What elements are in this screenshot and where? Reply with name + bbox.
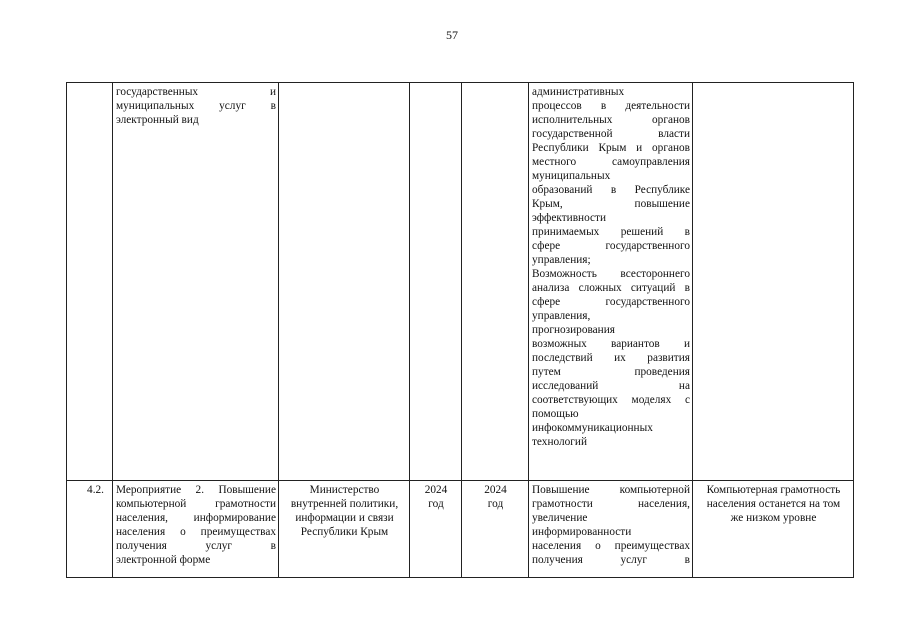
result-line: административных [532, 86, 625, 98]
event-line: электронной форме [116, 554, 211, 566]
result-line: помощью [532, 408, 579, 420]
event-line: населения, информирование [116, 512, 276, 524]
page-number: 57 [446, 28, 458, 42]
start-year: 2024 [424, 484, 448, 496]
result-line: грамотности населения, [532, 498, 690, 510]
result-line: процессов в деятельности [532, 100, 690, 112]
executor-line: Республики Крым [300, 526, 389, 538]
expected-result-cell [529, 83, 693, 481]
executor-line: внутренней политики, [290, 498, 399, 510]
result-line: получения услуг в [532, 554, 690, 566]
event-line: получения услуг в [116, 540, 276, 552]
event-line: Мероприятие 2. Повышение [116, 484, 276, 496]
consequence-cell [693, 481, 854, 578]
result-line: Возможность всестороннего [532, 268, 690, 280]
table-row [67, 83, 854, 481]
start-year-cell [410, 83, 462, 481]
result-line: исполнительных органов [532, 114, 690, 126]
executor-line: Министерство [309, 484, 380, 496]
event-line: муниципальных услуг в [116, 100, 276, 112]
result-line: муниципальных [532, 170, 611, 182]
result-line: государственной власти [532, 128, 690, 140]
result-line: сфере государственного [532, 240, 690, 252]
executor-cell [279, 83, 410, 481]
consequence-line: же низком уровне [730, 512, 817, 524]
result-line: возможных вариантов и [532, 338, 690, 350]
result-line: принимаемых решений в [532, 226, 690, 238]
result-line: Республики Крым и органов [532, 142, 690, 154]
result-line: населения о преимуществах [532, 540, 690, 552]
consequence-line: населения останется на том [706, 498, 841, 510]
result-line: местного самоуправления [532, 156, 690, 168]
result-line: путем проведения [532, 366, 690, 378]
event-cell [113, 83, 279, 481]
executor-cell [279, 481, 410, 578]
event-line: электронный вид [116, 114, 199, 126]
expected-result-cell [529, 481, 693, 578]
end-year-unit: год [487, 498, 504, 510]
row-number-cell: 4.2. [67, 481, 113, 578]
table-row [67, 481, 854, 578]
event-line: компьютерной грамотности [116, 498, 276, 510]
result-line: прогнозирования [532, 324, 615, 336]
result-line: информированности [532, 526, 632, 538]
event-line: государственных и [116, 86, 276, 98]
executor-line: информации и связи [295, 512, 394, 524]
result-line: увеличение [532, 512, 588, 524]
end-year-cell [462, 83, 529, 481]
start-year-unit: год [428, 498, 444, 510]
result-line: эффективности [532, 212, 606, 224]
start-year-cell [410, 481, 462, 578]
result-line: управления; [532, 254, 591, 266]
result-line: сфере государственного [532, 296, 690, 308]
result-line: управления, [532, 310, 591, 322]
result-line: Крым, повышение [532, 198, 690, 210]
row-number-cell [67, 83, 113, 481]
end-year-cell [462, 481, 529, 578]
result-line: исследований на [532, 380, 690, 392]
result-line: соответствующих моделях с [532, 394, 690, 406]
result-line: образований в Республике [532, 184, 690, 196]
event-cell [113, 481, 279, 578]
result-line: технологий [532, 436, 588, 448]
result-line: последствий их развития [532, 352, 690, 364]
result-line: Повышение компьютерной [532, 484, 690, 496]
consequence-cell [693, 83, 854, 481]
result-line: анализа сложных ситуаций в [532, 282, 690, 294]
end-year: 2024 [484, 484, 507, 496]
plan-table [66, 82, 854, 578]
result-line: инфокоммуникационных [532, 422, 653, 434]
consequence-line: Компьютерная грамотность [706, 484, 841, 496]
event-line: населения о преимуществах [116, 526, 276, 538]
